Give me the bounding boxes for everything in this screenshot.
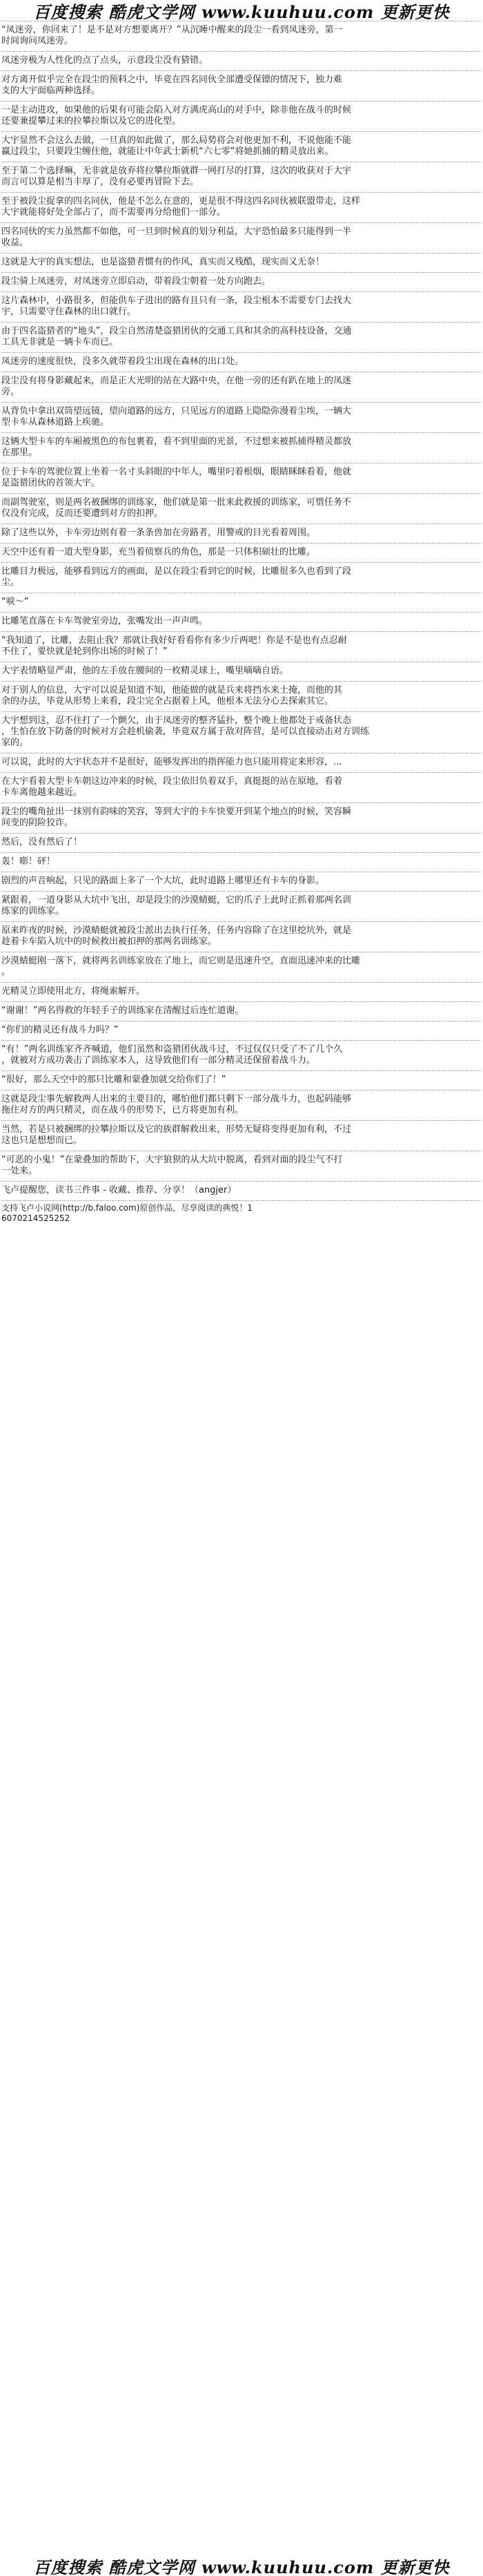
paragraph-divider bbox=[1, 1070, 482, 1071]
paragraph-line: 凤迷旁极为人性化的点了点头，示意段尘没有猜错。 bbox=[1, 55, 208, 66]
paragraph-line: “有！”两名训练家齐齐喊道，他们虽然和盗猎团伙战斗过，不过仅仅只受了不了几个久 bbox=[1, 1044, 343, 1055]
paragraph-line: 大宇想到这，忍不住打了一个颤欠，由于凤迷旁的整齐猛扑，整个晚上他都处于戒备状态 bbox=[1, 715, 352, 726]
paragraph-line: 一处来。 bbox=[1, 1166, 38, 1176]
paragraph-line: “很好，那么天空中的那只比雕和蒙叠加就交给你们了！” bbox=[1, 1075, 226, 1085]
paragraph-divider bbox=[1, 1001, 482, 1002]
paragraph-line: 不住了，要快就是轮到你出场的时候了！” bbox=[1, 646, 168, 657]
paragraph-line: 由于四名盗猎者的“地头”，段尘自然清楚盗猎团伙的交通工具和其余的高科技设备，交通 bbox=[1, 326, 352, 336]
paragraph-line: 然后，没有然后了！ bbox=[1, 837, 83, 847]
paragraph-line: 工具无非就是一辆卡车而已。 bbox=[1, 337, 119, 347]
paragraph-divider bbox=[1, 1040, 482, 1041]
paragraph-divider bbox=[1, 1181, 482, 1182]
paragraph-line: 比雕目力极远，能够看到远方的画面，是以在段尘看到它的时候，比雕很多久也看到了段 bbox=[1, 566, 352, 577]
paragraph-line: “谢谢！”两名得救的年轻手子的训练家在清醒过后连忙道谢。 bbox=[1, 1006, 244, 1016]
paragraph-line: 大宇就能将好处全部占了，而不需要再分给他们一部分。 bbox=[1, 207, 226, 218]
paragraph-line: 对方离开似乎完全在段尘的预料之中，毕竟在四名同伙全部遭受保镖的情况下，独力难 bbox=[1, 75, 343, 85]
paragraph-line: 型卡车从森林道路上疾驰。 bbox=[1, 417, 110, 427]
paragraph-line: 还要兼提攀过来的拉攀拉斯以及它的进化型。 bbox=[1, 116, 181, 126]
paragraph-line: 旁。 bbox=[1, 387, 20, 397]
paragraph-divider bbox=[1, 543, 482, 544]
paragraph-line: 这就是大宇的真实想法，也是盗猎者惯有的作风，真实而又残酷，现实而又无奈！ bbox=[1, 257, 325, 267]
paragraph-divider bbox=[1, 562, 482, 563]
paragraph-divider bbox=[1, 402, 482, 403]
bottom-banner-text: 百度搜索 酷虎文学网 www.kuuhuu.com 更新更快 bbox=[33, 2557, 450, 2576]
paragraph-divider bbox=[1, 70, 482, 71]
paragraph-line: 家的。 bbox=[1, 738, 29, 748]
paragraph-line: 尘。 bbox=[1, 577, 20, 588]
paragraph-line: 这片森林中，小路很多，但能供车子进出的路有且只有一条，段尘根本不需要专门去找大 bbox=[1, 296, 352, 306]
paragraph-divider bbox=[1, 352, 482, 353]
paragraph-line: 沙漠蜻蜓刚一落下，就将两名训练家放在了地上，而它则是迅速升空，直面迅速冲来的比雕 bbox=[1, 956, 361, 966]
paragraph-line: “凤迷旁，你回来了！是不是对方想要离开？”从沉睡中醒来的段尘一看到凤迷旁，第一 bbox=[1, 25, 343, 35]
paragraph-line: 在那里。 bbox=[1, 448, 38, 458]
paragraph-line: 光精灵立即使用北方，将绳索解开。 bbox=[1, 986, 146, 997]
paragraph-line: 从背负中拿出双筒望远镜，望向道路的远方，只见远方的道路上隐隐弥漫着尘埃，一辆大 bbox=[1, 406, 352, 416]
paragraph-divider bbox=[1, 772, 482, 773]
paragraph-line: 练家的训练家。 bbox=[1, 906, 65, 916]
paragraph-line: 位于卡车的驾驶位置上坐着一名寸头斜眼的中年人，嘴里叼着根烟，眼睛眯眯看着，他就 bbox=[1, 467, 352, 477]
paragraph-line: 至于被段尘捉拿的四名同伙，他是不怎么在意的，更是很不得这四名同伙被联盟带走，这样 bbox=[1, 196, 361, 206]
paragraph-divider bbox=[1, 322, 482, 323]
paragraph-line: 除了这些以外，卡车旁边则有着一条条兽加在旁路者，用警戒的目光看着周围。 bbox=[1, 528, 316, 538]
paragraph-divider bbox=[1, 711, 482, 712]
paragraph-line: 大宇显然不会这么去做，一旦真的如此做了，那么局势将会对他更加不利，不说他能不能 bbox=[1, 135, 352, 146]
paragraph-line: 对于别人的信息，大宇可以说是知道不知，他能做的就是兵来将挡水来土掩，而他的其 bbox=[1, 685, 343, 695]
paragraph-divider bbox=[1, 681, 482, 682]
paragraph-line: “可恶的小鬼！”在蒙叠加的帮助下，大宇狼狈的从大坑中脱离，看到对面的段尘气不打 bbox=[1, 1155, 343, 1165]
paragraph-line: 赢过段尘，只要段尘缠住他，就能让中年武士新机“六七零”将她抓捕的精灵放出来。 bbox=[1, 146, 334, 157]
paragraph-line: 比雕笔直落在卡车驾驶室旁边，张嘴发出一声声鸣。 bbox=[1, 616, 208, 626]
paragraph-line: 当然，若是只被捆绑的拉攀拉斯以及它的族群解救出来，形势无疑将变得更加有利，不过 bbox=[1, 1124, 352, 1135]
paragraph-divider bbox=[1, 982, 482, 983]
paragraph-line: 四名同伙的实力虽然都不如他，可一旦到时候真的划分利益，大宇恐怕最多只能得到一半 bbox=[1, 227, 352, 237]
paragraph-line: “唳～” bbox=[1, 597, 29, 607]
paragraph-line: 天空中还有着一道大型身影，充当着侦察兵的角色，那是一只体积硕壮的比雕。 bbox=[1, 547, 316, 557]
paragraph-line: 这就是段尘事先解救两人出来的主要目的，哪怕他们都只剩下一部分战斗力，也起码能够 bbox=[1, 1094, 352, 1104]
paragraph-divider bbox=[1, 222, 482, 223]
paragraph-line: 收益。 bbox=[1, 238, 29, 248]
paragraph-divider bbox=[1, 131, 482, 132]
paragraph-divider bbox=[1, 51, 482, 52]
paragraph-divider bbox=[1, 852, 482, 853]
paragraph-divider bbox=[1, 921, 482, 922]
paragraph-divider bbox=[1, 493, 482, 494]
paragraph-line: 段尘的嘴角扯出一抹别有韵味的笑容，等到大宇的卡车快要开到某个地点的时候，笑容瞬 bbox=[1, 807, 352, 817]
paragraph-divider bbox=[1, 101, 482, 102]
paragraph-line: 在大宇看着大型卡车朝这边冲来的时候，段尘依旧负着双手，真挺挺的站在原地，看着 bbox=[1, 776, 343, 787]
paragraph-divider bbox=[1, 612, 482, 613]
paragraph-line: 而言可以算是相当丰厚了，没有必要再冒险下去。 bbox=[1, 177, 199, 187]
paragraph-line: 拖住对方的两只精灵，而在战斗的形势下，已方将更加有利。 bbox=[1, 1105, 244, 1115]
paragraph-line: ，就被对方成功袭击了训练家本人，这导致他们有一部分精灵还保留着战斗力。 bbox=[1, 1055, 316, 1066]
paragraph-line: 原来昨夜的时候，沙漠蜻蜓就被段尘派出去执行任务，任务内容除了在这里挖坑外，就是 bbox=[1, 925, 352, 936]
paragraph-divider bbox=[1, 291, 482, 292]
paragraph-line: 仅没有完成，反而还要遭到对方的扣押。 bbox=[1, 508, 164, 519]
paragraph-line: “你们的精灵还有战斗力吗？” bbox=[1, 1025, 119, 1035]
paragraph-line: 间变的阴险狡诈。 bbox=[1, 818, 74, 828]
paragraph-line: ，生怕在放下防备的时候对方会趁机偷袭，毕竟双方属于敌对阵营，是可以直接动击对方训练 bbox=[1, 727, 370, 737]
paragraph-line: 是盗猎团伙的首领大宇。 bbox=[1, 478, 101, 488]
paragraph-line: 而副驾驶室，则是两名被捆绑的训练家，他们就是第一批来此救援的训练家，可惜任务不 bbox=[1, 497, 352, 508]
paragraph-line: 这也只是想想而已。 bbox=[1, 1135, 83, 1146]
paragraph-line: 紧跟着，一道身影从大坑中飞出，却是段尘的沙漠蜻蜓，它的爪子上此时正抓着那两名训 bbox=[1, 895, 352, 905]
paragraph-line: 段尘骑上凤迷旁，对凤迷旁立即启动，带着段尘朝着一处方向跑去。 bbox=[1, 276, 271, 287]
paragraph-line: 轰！嘭！砰！ bbox=[1, 856, 56, 867]
paragraph-divider bbox=[1, 192, 482, 193]
footer-id-number: 6070214525252 bbox=[1, 1213, 70, 1223]
paragraph-line: 时间询问凤迷旁。 bbox=[1, 36, 74, 46]
paragraph-divider bbox=[1, 891, 482, 892]
paragraph-line: 至于第二个选择嘛，无非就是放弃将拉攀拉斯就群一网打尽的打算，这次的收获对于大宇 bbox=[1, 166, 352, 176]
paragraph-line: 一是主动进攻，如果他的后果有可能会陷入对方满虎高山的对手中，除非他在战斗的时候 bbox=[1, 105, 352, 115]
paragraph-divider bbox=[1, 523, 482, 524]
footer-support-link-text: 支持飞卢小说网(http://b.faloo.com)原创作品，尽享阅读的典悦！1 bbox=[1, 1203, 253, 1213]
paragraph-line: 可以说，此时的大宇状态并不是很好，能够发挥出的指挥能力也只能用将定来形容，... bbox=[1, 757, 342, 767]
paragraph-line: 段尘没有将身影藏起来，而是正大光明的站在大路中央，在他一旁的还有趴在地上的凤迷 bbox=[1, 376, 352, 386]
footer-divider bbox=[1, 1200, 482, 1201]
paragraph-divider bbox=[1, 833, 482, 834]
top-site-banner bbox=[0, 0, 483, 21]
paragraph-divider bbox=[1, 631, 482, 632]
paragraph-line: 卡车离他越来越近。 bbox=[1, 787, 83, 798]
paragraph-line: 余的办法，毕竟从形势上来看，段尘完全占据着上风，他根本无法分心去探索其它。 bbox=[1, 696, 334, 707]
article-body bbox=[1, 21, 482, 2554]
top-banner-text: 百度搜索 酷虎文学网 www.kuuhuu.com 更新更快 bbox=[33, 1, 450, 21]
closing-reminder: 飞卢提醒您，读书三件事 - 收藏、推荐、分享！（angjer） bbox=[1, 1185, 237, 1195]
paragraph-divider bbox=[1, 272, 482, 273]
paragraph-divider bbox=[1, 432, 482, 433]
paragraph-line: 支的大宇面临两种选择。 bbox=[1, 86, 101, 96]
paragraph-line: 这辆大型卡车的车厢被黑色的布包裹着，看不到里面的光景，不过想来被抓捕得精灵都放 bbox=[1, 436, 352, 447]
paragraph-line: “我知道了，比雕，去阻止我？那就让我好好看看你有多少斤两吧！你是不是也有点忍耐 bbox=[1, 635, 347, 646]
paragraph-line: 。 bbox=[1, 967, 11, 977]
paragraph-line: 趁着卡车陷入坑中的时候救出被扣押的那两名训练家。 bbox=[1, 936, 217, 947]
paragraph-line: 剧烈的声音响起，只见的路面上多了一个大坑，此时道路上哪里还有卡车的身影。 bbox=[1, 876, 325, 886]
bottom-site-banner bbox=[0, 2555, 483, 2576]
paragraph-line: 宇，只需要守住森林的出口就行。 bbox=[1, 307, 137, 317]
paragraph-line: 大宇表情略显严肃，他的左手放在腰间的一枚精灵球上，嘴里嘀嘀自语。 bbox=[1, 666, 289, 676]
paragraph-divider bbox=[1, 1120, 482, 1121]
paragraph-line: 凤迷旁的速度很快，没多久就带着段尘出现在森林的出口处。 bbox=[1, 356, 244, 367]
paragraph-divider bbox=[1, 802, 482, 803]
